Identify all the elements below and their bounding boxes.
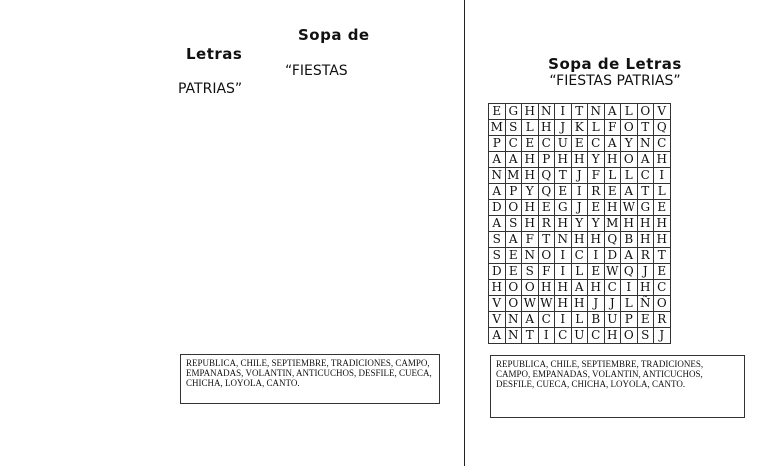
grid-row [489, 216, 671, 232]
grid-cell: L [621, 168, 638, 184]
grid-cell: H [538, 280, 555, 296]
grid-cell: A [505, 152, 522, 168]
grid-cell: E [505, 264, 522, 280]
grid-cell: M [505, 168, 522, 184]
grid-cell: I [538, 328, 555, 344]
grid-cell: I [571, 184, 588, 200]
grid-cell: O [621, 120, 638, 136]
grid-cell: O [538, 248, 555, 264]
grid-cell: S [522, 264, 539, 280]
grid-cell: T [637, 120, 654, 136]
grid-cell: J [571, 168, 588, 184]
grid-cell: C [637, 168, 654, 184]
grid-row [489, 280, 671, 296]
grid-cell: E [538, 200, 555, 216]
grid-row [489, 120, 671, 136]
grid-cell: H [522, 168, 539, 184]
grid-cell: U [571, 328, 588, 344]
grid-cell: S [505, 120, 522, 136]
grid-cell: T [555, 168, 572, 184]
grid-cell: E [654, 264, 671, 280]
grid-cell: A [621, 248, 638, 264]
grid-cell: H [654, 216, 671, 232]
grid-cell: Y [588, 152, 605, 168]
left-subtitle-line2: PATRIAS” [178, 81, 243, 97]
grid-cell: U [604, 312, 621, 328]
grid-cell: A [489, 328, 506, 344]
grid-cell: J [588, 296, 605, 312]
grid-cell: P [489, 136, 506, 152]
grid-cell: B [621, 232, 638, 248]
grid-row [489, 312, 671, 328]
grid-cell: H [637, 216, 654, 232]
grid-cell: V [654, 104, 671, 120]
grid-cell: S [489, 232, 506, 248]
grid-cell: A [522, 312, 539, 328]
grid-cell: H [621, 216, 638, 232]
grid-cell: L [571, 312, 588, 328]
grid-cell: A [571, 280, 588, 296]
grid-row [489, 152, 671, 168]
grid-cell: F [588, 168, 605, 184]
grid-cell: N [505, 328, 522, 344]
grid-cell: C [538, 312, 555, 328]
grid-cell: C [654, 280, 671, 296]
grid-cell: H [571, 232, 588, 248]
grid-cell: Q [654, 120, 671, 136]
grid-cell: M [604, 216, 621, 232]
grid-cell: E [555, 184, 572, 200]
grid-cell: Y [621, 136, 638, 152]
grid-cell: H [522, 216, 539, 232]
grid-cell: S [505, 216, 522, 232]
grid-cell: A [637, 152, 654, 168]
grid-cell: D [489, 264, 506, 280]
grid-cell: H [654, 152, 671, 168]
grid-row [489, 104, 671, 120]
grid-row [489, 168, 671, 184]
grid-cell: A [621, 184, 638, 200]
grid-cell: J [637, 264, 654, 280]
grid-cell: O [654, 296, 671, 312]
grid-cell: H [522, 152, 539, 168]
grid-cell: H [588, 280, 605, 296]
grid-cell: P [621, 312, 638, 328]
grid-row [489, 136, 671, 152]
grid-cell: T [538, 232, 555, 248]
grid-cell: E [588, 200, 605, 216]
grid-cell: J [555, 120, 572, 136]
grid-cell: J [604, 296, 621, 312]
grid-cell: C [538, 136, 555, 152]
grid-cell: K [571, 120, 588, 136]
grid-row [489, 200, 671, 216]
grid-cell: N [489, 168, 506, 184]
grid-cell: E [505, 248, 522, 264]
grid-cell: J [571, 200, 588, 216]
grid-cell: Q [538, 168, 555, 184]
grid-cell: E [522, 136, 539, 152]
grid-row [489, 328, 671, 344]
grid-cell: L [604, 168, 621, 184]
grid-cell: C [654, 136, 671, 152]
grid-cell: Y [588, 216, 605, 232]
grid-cell: H [555, 280, 572, 296]
grid-cell: N [588, 104, 605, 120]
grid-row [489, 184, 671, 200]
grid-cell: G [555, 200, 572, 216]
grid-row [489, 264, 671, 280]
grid-row [489, 248, 671, 264]
grid-cell: I [621, 280, 638, 296]
grid-cell: N [538, 104, 555, 120]
right-title: Sopa de Letras [548, 55, 682, 73]
grid-cell: C [588, 328, 605, 344]
grid-cell: Ñ [637, 296, 654, 312]
grid-cell: C [604, 280, 621, 296]
grid-cell: O [621, 328, 638, 344]
grid-cell: U [555, 136, 572, 152]
grid-row [489, 296, 671, 312]
right-word-list: REPUBLICA, CHILE, SEPTIEMBRE, TRADICIONES, CAMPO, EMPANADAS, VOLANTIN, ANTICUCHOS, DESFILE, CUECA, CHICHA, LOYOLA, CANTO. [490, 355, 745, 418]
grid-cell: N [505, 312, 522, 328]
grid-cell: H [555, 216, 572, 232]
grid-cell: H [489, 280, 506, 296]
grid-cell: R [637, 248, 654, 264]
grid-cell: H [604, 328, 621, 344]
grid-cell: N [555, 232, 572, 248]
grid-cell: W [522, 296, 539, 312]
grid-cell: H [588, 232, 605, 248]
grid-cell: P [505, 184, 522, 200]
grid-cell: Y [522, 184, 539, 200]
grid-cell: V [489, 296, 506, 312]
grid-cell: C [588, 136, 605, 152]
grid-cell: H [522, 104, 539, 120]
grid-cell: N [522, 248, 539, 264]
grid-cell: H [654, 232, 671, 248]
grid-cell: H [555, 152, 572, 168]
word-search-grid [488, 103, 671, 344]
grid-cell: I [654, 168, 671, 184]
grid-cell: O [522, 280, 539, 296]
grid-cell: E [588, 264, 605, 280]
grid-cell: A [505, 232, 522, 248]
grid-cell: F [604, 120, 621, 136]
grid-cell: B [588, 312, 605, 328]
grid-row [489, 232, 671, 248]
grid-cell: J [654, 328, 671, 344]
grid-cell: H [637, 232, 654, 248]
grid-cell: O [621, 152, 638, 168]
grid-cell: E [637, 312, 654, 328]
grid-cell: R [538, 216, 555, 232]
grid-cell: C [505, 136, 522, 152]
left-word-list: REPUBLICA, CHILE, SEPTIEMBRE, TRADICIONES, CAMPO, EMPANADAS, VOLANTIN, ANTICUCHOS, DESFILE, CUECA, CHICHA, LOYOLA, CANTO. [180, 354, 440, 404]
grid-cell: L [522, 120, 539, 136]
grid-cell: E [654, 200, 671, 216]
left-heading-line1: Sopa de [298, 26, 370, 44]
grid-cell: I [588, 248, 605, 264]
grid-cell: T [522, 328, 539, 344]
grid-cell: I [555, 104, 572, 120]
grid-cell: H [522, 200, 539, 216]
grid-cell: H [555, 296, 572, 312]
grid-cell: O [505, 280, 522, 296]
grid-cell: G [637, 200, 654, 216]
grid-cell: T [637, 184, 654, 200]
grid-cell: T [654, 248, 671, 264]
grid-cell: L [654, 184, 671, 200]
grid-cell: H [637, 280, 654, 296]
grid-cell: E [604, 184, 621, 200]
grid-cell: R [588, 184, 605, 200]
grid-cell: N [637, 136, 654, 152]
grid-cell: P [538, 152, 555, 168]
grid-cell: D [604, 248, 621, 264]
grid-cell: V [489, 312, 506, 328]
grid-cell: Q [621, 264, 638, 280]
grid-cell: H [604, 152, 621, 168]
grid-cell: W [538, 296, 555, 312]
grid-cell: H [571, 152, 588, 168]
grid-cell: L [588, 120, 605, 136]
grid-cell: R [654, 312, 671, 328]
grid-cell: O [505, 296, 522, 312]
grid-cell: E [489, 104, 506, 120]
grid-cell: Y [571, 216, 588, 232]
grid-cell: A [604, 136, 621, 152]
grid-cell: S [489, 248, 506, 264]
grid-cell: O [637, 104, 654, 120]
grid-cell: A [489, 152, 506, 168]
grid-cell: I [555, 312, 572, 328]
grid-cell: F [522, 232, 539, 248]
grid-cell: I [555, 264, 572, 280]
grid-cell: A [489, 216, 506, 232]
grid-cell: Q [538, 184, 555, 200]
grid-cell: D [489, 200, 506, 216]
grid-cell: Q [604, 232, 621, 248]
grid-cell: E [571, 136, 588, 152]
grid-cell: W [604, 264, 621, 280]
grid-cell: G [505, 104, 522, 120]
left-subtitle-line1: “FIESTAS [285, 63, 348, 79]
grid-cell: O [505, 200, 522, 216]
grid-cell: L [621, 296, 638, 312]
grid-cell: H [604, 200, 621, 216]
grid-cell: C [571, 248, 588, 264]
grid-cell: T [571, 104, 588, 120]
grid-cell: I [555, 248, 572, 264]
grid-cell: H [538, 120, 555, 136]
grid-cell: A [604, 104, 621, 120]
grid-cell: C [555, 328, 572, 344]
grid-cell: W [621, 200, 638, 216]
left-heading-line2: Letras [186, 45, 243, 63]
grid-cell: L [621, 104, 638, 120]
grid-cell: A [489, 184, 506, 200]
grid-cell: S [637, 328, 654, 344]
grid-cell: H [571, 296, 588, 312]
right-subtitle: “FIESTAS PATRIAS” [549, 73, 681, 89]
grid-cell: M [489, 120, 506, 136]
grid-cell: L [571, 264, 588, 280]
grid-cell: F [538, 264, 555, 280]
